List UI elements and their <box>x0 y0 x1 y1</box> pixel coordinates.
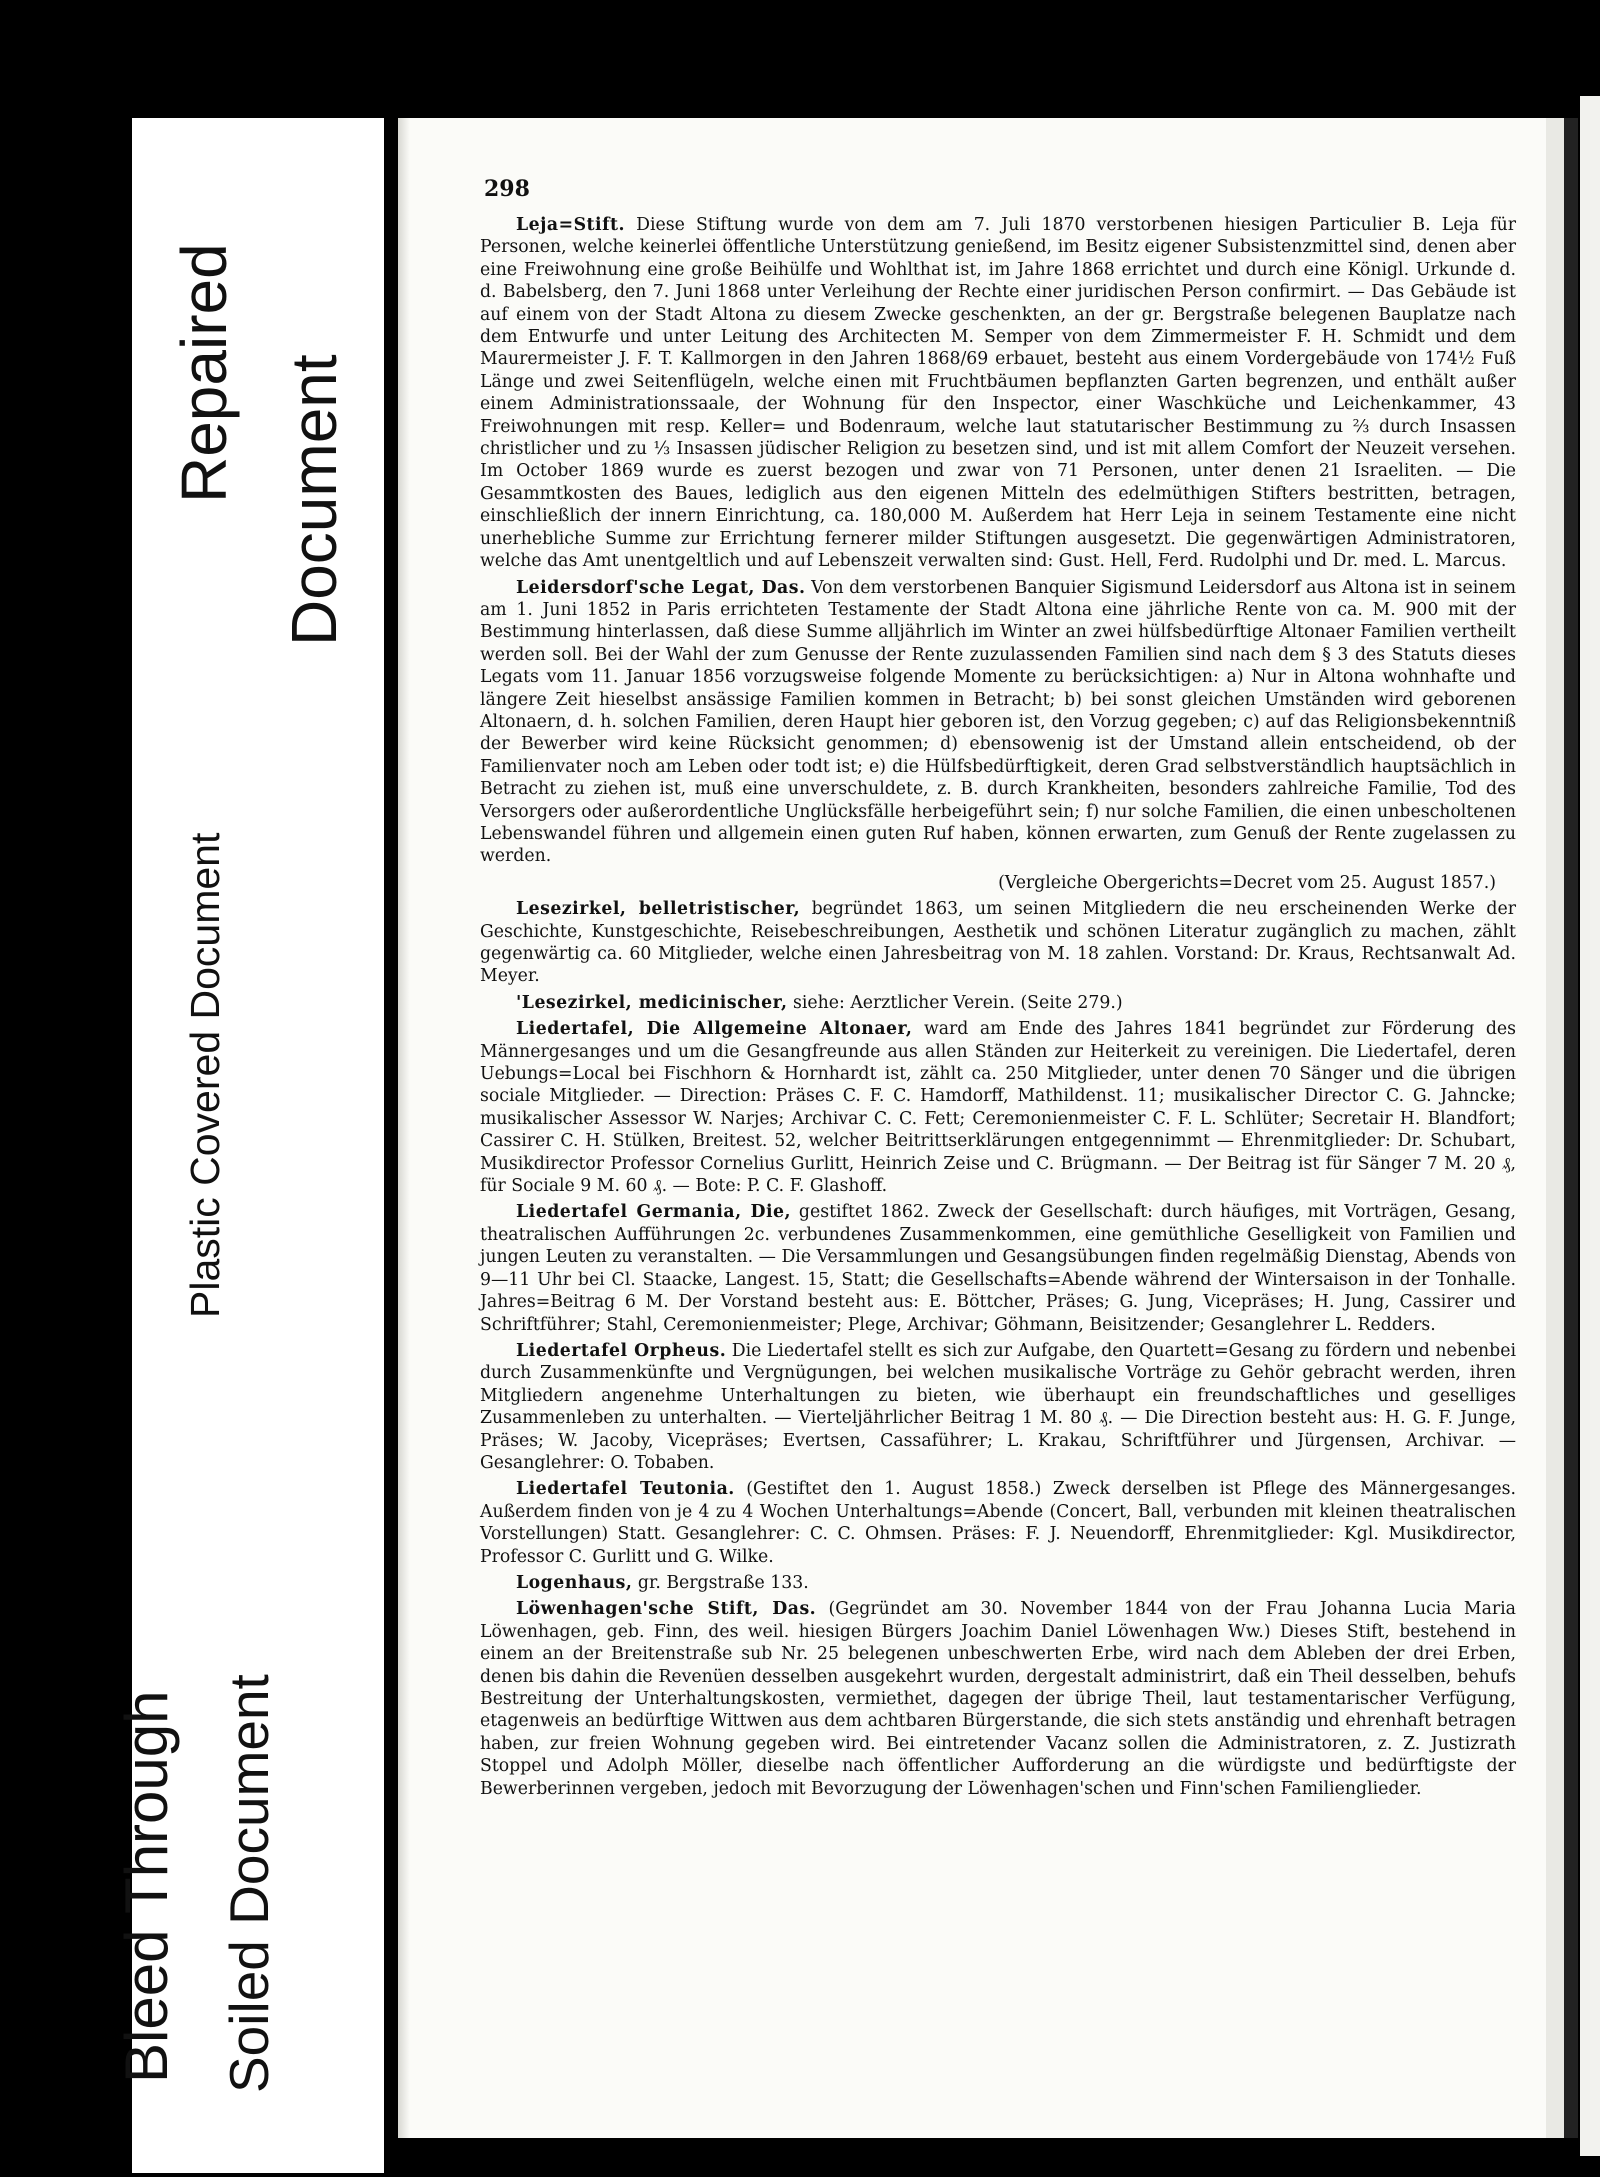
page-text <box>480 214 1516 1804</box>
entry-leidersdorf-legat <box>480 577 1516 868</box>
entry-loewenhagen-stift <box>480 1598 1516 1800</box>
entry-headword: 'Lesezirkel, medicinischer, <box>516 992 788 1013</box>
repaired-document-label-line2: Document <box>278 354 350 646</box>
entry-body: (Gestiftet den 1. August 1858.) Zweck derselben ist Pflege des Männergesanges. Außerdem finden von je 4 zu 4 Wochen Unterhaltungs=Abende (Concert, Ball, verbunden mit kleinen theatralischen Vorstellungen) Statt. Gesanglehrer: C. C. Ohmsen. Präses: F. J. Neuendorff, Ehrenmitglieder: Kgl. Musikdirector, Professor C. Gurlitt und G. Wilke. <box>480 1479 1516 1567</box>
entry-lesezirkel-belletristisch <box>480 898 1516 988</box>
entry-liedertafel-germania <box>480 1201 1516 1335</box>
entry-headword: Liedertafel, Die Allgemeine Altonaer, <box>516 1019 913 1040</box>
page-edge <box>1546 118 1564 2138</box>
binding-shadow <box>1564 118 1578 2138</box>
entry-leja-stift <box>480 214 1516 573</box>
entry-liedertafel-teutonia <box>480 1478 1516 1568</box>
page-fold-shadow <box>398 118 410 2138</box>
plastic-covered-document-label: Plastic Covered Document <box>182 832 228 1318</box>
entry-body: gestiftet 1862. Zweck der Gesellschaft: durch häufiges, mit Vorträgen, Gesang, theatralischen Aufführungen 2c. verbundenes Zusammenkommen, eine gemüthliche Geselligkeit von Familien und jungen Leuten zu veranstalten. — Die Versammlungen und Gesangsübungen finden regelmäßig Dienstag, Abends von 9—11 Uhr bei Cl. Staacke, Langest. 15, Statt; die Gesellschafts=Abende während der Wintersaison in der Tonhalle. Jahres=Beitrag 6 M. Der Vorstand besteht aus: E. Böttcher, Präses; G. Jung, Vicepräses; H. Jung, Cassirer und Schriftführer; Stahl, Ceremonienmeister; Plege, Archivar; Göhmann, Beisitzender; Gesanglehrer L. Redders. <box>480 1202 1516 1335</box>
entry-headword: Lesezirkel, belletristischer, <box>516 899 801 920</box>
entry-reference: (Vergleiche Obergerichts=Decret vom 25. August 1857.) <box>998 872 1496 893</box>
entry-body: siehe: Aerztlicher Verein. (Seite 279.) <box>793 992 1123 1013</box>
entry-headword: Liedertafel Germania, Die, <box>516 1202 792 1223</box>
entry-headword: Logenhaus, <box>516 1572 633 1593</box>
entry-headword: Löwenhagen'sche Stift, Das. <box>516 1599 817 1620</box>
entry-headword: Liedertafel Teutonia. <box>516 1479 735 1500</box>
book-page <box>398 118 1546 2138</box>
entry-body: Von dem verstorbenen Banquier Sigismund Leidersdorf aus Altona ist in seinem am 1. Juni 1852 in Paris errichteten Testamente der Stadt Altona eine jährliche Rente von ca. M. 900 mit der Bestimmung hinterlassen, daß diese Summe alljährlich im Winter an zwei hülfsbedürftige Altonaer Familien vertheilt werden soll. Bei der Wahl der zum Genusse der Rente zuzulassenden Familien sind nach dem § 3 des Statuts dieses Legats vom 11. Januar 1856 vorzugsweise folgende Momente zu berücksichtigen: a) Nur in Altona wohnhafte und längere Zeit hieselbst ansässige Familien kommen in Betracht; b) bei sonst gleichen Umständen wird geborenen Altonaern, d. h. solchen Familien, deren Haupt hier geboren ist, den Vorzug gegeben; c) auf das Religionsbekenntniß der Bewerber wird keine Rücksicht genommen; d) ebensowenig ist der Umstand allein entscheidend, ob der Familienvater noch am Leben oder todt ist; e) die Hülfsbedürftigkeit, deren Grad selbstverständlich hauptsächlich in Betracht zu ziehen ist, muß eine unverschuldete, z. B. durch Krankheiten, besonders zahlreiche Familie, Tod des Versorgers oder außerordentliche Unglücksfälle herbeigeführt sein; f) nur solche Familien, die einen unbescholtenen Lebenswandel führen und allgemein einen guten Ruf haben, können erwarten, zum Genuß der Rente zugelassen zu werden. <box>480 577 1517 867</box>
entry-logenhaus <box>480 1572 1516 1594</box>
entry-body: Diese Stiftung wurde von dem am 7. Juli 1870 verstorbenen hiesigen Particulier B. Leja für Personen, welche keinerlei öffentliche Unterstützung genießend, im Besitz eigener Subsistenzmittel sind, denen aber eine Freiwohnung eine große Beihülfe und Wohlthat ist, im Jahre 1868 errichtet und durch eine Königl. Urkunde d. d. Babelsberg, den 7. Juni 1868 unter Verleihung der Rechte einer juridischen Person confirmirt. — Das Gebäude ist auf einem von der Stadt Altona zu diesem Zwecke geschenkten, an der gr. Bergstraße belegenen Bauplatze nach dem Entwurfe und unter Leitung des Architecten M. Semper von dem Zimmermeister F. H. Schmidt und dem Maurermeister J. F. T. Kallmorgen in den Jahren 1868/69 erbauet, besteht aus einem Vordergebäude von 174½ Fuß Länge und zwei Seitenflügeln, welche einen mit Fruchtbäumen bepflanzten Garten begrenzen, und enthält außer einem Administrationssaale, der Wohnung für den Inspector, einer Waschküche und Leichenkammer, 43 Freiwohnungen mit resp. Keller= und Bodenraum, welche laut statutarischer Bestimmung zu ⅔ durch Insassen christlicher und zu ⅓ Insassen jüdischer Religion zu besetzen sind, und ist mit allem Comfort der Neuzeit versehen. Im October 1869 wurde es zuerst bezogen und zwar von 71 Personen, unter denen 21 Israeliten. — Die Gesammtkosten des Baues, lediglich aus den eigenen Mitteln des edelmüthigen Stifters bestritten, betragen, einschließlich der innern Einrichtung, ca. 180,000 M. Außerdem hat Herr Leja in seinem Testamente eine nicht unerhebliche Summe zur Errichtung fernerer milder Stiftungen ausgesetzt. Die gegenwärtigen Administratoren, welche das Amt unentgeltlich und auf Lebenszeit verwalten sind: Gust. Hell, Ferd. Rudolphi und Dr. med. L. Marcus. <box>480 215 1516 572</box>
bleed-through-label: Bleed Through <box>113 1690 180 2083</box>
entry-liedertafel-altonaer <box>480 1018 1516 1197</box>
entry-liedertafel-orpheus <box>480 1340 1516 1474</box>
entry-headword: Leja=Stift. <box>516 215 626 235</box>
page-number: 298 <box>484 176 530 202</box>
soiled-document-label: Soiled Document <box>218 1674 280 2093</box>
entry-body: Die Liedertafel stellt es sich zur Aufgabe, den Quartett=Gesang zu fördern und nebenbei durch Zusammenkünfte und Vergnügungen, bei welchen musikalische Vorträge zu Gehör gebracht werden, ihren Mitgliedern angenehme Unterhaltungen zu bieten, wie überhaupt ein freundschaftliches und geselliges Zusammenleben zu unterhalten. — Vierteljährlicher Beitrag 1 M. 80 ₰. — Die Direction besteht aus: H. G. F. Junge, Präses; W. Jacoby, Vicepräses; Evertsen, Cassaführer; L. Krakau, Schriftführer und Jürgensen, Archivar. — Gesanglehrer: O. Tobaben. <box>480 1340 1516 1473</box>
entry-headword: Liedertafel Orpheus. <box>516 1340 727 1361</box>
facing-page-edge <box>1580 96 1600 2156</box>
entry-lesezirkel-medicinisch <box>480 992 1516 1014</box>
entry-headword: Leidersdorf'sche Legat, Das. <box>516 577 806 598</box>
entry-body: ward am Ende des Jahres 1841 begründet zur Förderung des Männergesanges und um die Gesangfreunde aus allen Ständen zur Heiterkeit zu vereinigen. Die Liedertafel, deren Uebungs=Local bei Fischhorn & Hornhardt ist, zählt ca. 250 Mitglieder, unter denen 70 Sänger und die übrigen sociale Mitglieder. — Direction: Präses C. F. C. Hamdorff, Mathildenst. 11; musikalischer Director C. G. Jahncke; musikalischer Assessor W. Narjes; Archivar C. C. Fett; Ceremonienmeister C. F. L. Schlüter; Secretair H. Blandfort; Cassirer C. H. Stülken, Breitest. 52, welcher Beitrittserklärungen entgegennimmt — Ehrenmitglieder: Dr. Schubart, Musikdirector Professor Cornelius Gurlitt, Heinrich Zeise und C. Brügmann. — Der Beitrag ist für Sänger 7 M. 20 ₰, für Sociale 9 M. 60 ₰. — Bote: P. C. F. Glashoff. <box>480 1019 1516 1197</box>
entry-body: gr. Bergstraße 133. <box>637 1572 809 1593</box>
entry-body: (Gegründet am 30. November 1844 von der Frau Johanna Lucia Maria Löwenhagen, geb. Finn, des weil. hiesigen Bürgers Joachim Daniel Löwenhagen Ww.) Dieses Stift, bestehend in einem an der Breitenstraße sub Nr. 25 belegenen unbeschwerten Erbe, wird nach dem Ableben der drei Erben, denen bis dahin die Revenüen desselben ausgekehrt wurden, dergestalt administrirt, daß ein Theil desselben, behufs Bestreitung der Unterhaltungskosten, vermiethet, dagegen der übrige Theil, laut testamentarischer Verfügung, etagenweis an bedürftige Wittwen aus dem achtbaren Bürgerstande, die sich stets anständig und ehrenhaft betragen haben, zur freien Wohnung gegeben wird. Bei eintretender Vacanz sollen die Administratoren, z. Z. Justizrath Stoppel und Adolph Möller, dieselbe nach öffentlicher Aufforderung an die würdigste und bedürftigste der Bewerberinnen vergeben, jedoch mit Bevorzugung der Löwenhagen'schen und Finn'schen Familienglieder. <box>480 1599 1516 1799</box>
entry-body: begründet 1863, um seinen Mitgliedern die neu erscheinenden Werke der Geschichte, Kunstgeschichte, Reisebeschreibungen, Aesthetik und schönen Literatur zugänglich zu machen, zählt gegenwärtig ca. 60 Mitglieder, welche einen Jahresbeitrag von M. 18 zahlen. Vorstand: Dr. Kraus, Rechtsanwalt Ad. Meyer. <box>480 899 1516 987</box>
label-strip <box>113 118 384 2173</box>
repaired-document-label-line1: Repaired <box>168 243 240 503</box>
